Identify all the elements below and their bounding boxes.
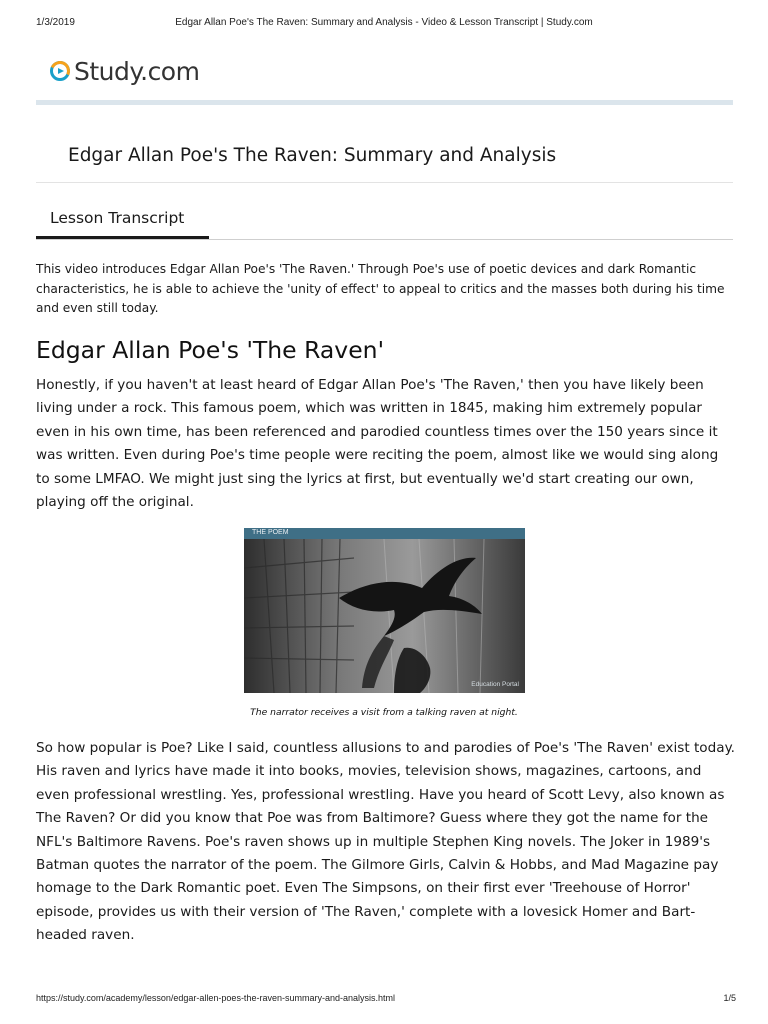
print-header bbox=[36, 17, 732, 31]
raven-video-still bbox=[244, 528, 525, 693]
study-com-logo[interactable] bbox=[50, 56, 199, 86]
figure-caption: The narrator receives a visit from a talking raven at night. bbox=[250, 707, 518, 718]
title-divider bbox=[36, 182, 733, 183]
print-footer bbox=[36, 993, 736, 1007]
figure-label: THE POEM bbox=[252, 529, 289, 536]
transcript-paragraph-1: Honestly, if you haven't at least heard of Edgar Allan Poe's 'The Raven,' then you have likely been living under a rock. This famous poem, which was written in 1845, making him extremely popular even in his own time, has been referenced and parodied countless times over the 150 years since it was written. Even during Poe's time people were reciting the poem, almost like we would sing along to some LMFAO. We might just sing the lyrics at first, but eventually we'd start creating our own, playing off the original. bbox=[36, 377, 719, 511]
tab-lesson-transcript[interactable]: Lesson Transcript bbox=[50, 209, 185, 227]
print-page-title: Edgar Allan Poe's The Raven: Summary and Analysis - Video & Lesson Transcript | Study.com bbox=[175, 17, 593, 28]
tab-divider bbox=[36, 239, 733, 240]
header-divider bbox=[36, 100, 733, 105]
print-url: https://study.com/academy/lesson/edgar-allen-poes-the-raven-summary-and-analysis.html bbox=[36, 993, 395, 1003]
print-page-number: 1/5 bbox=[723, 993, 736, 1003]
raven-illustration bbox=[244, 528, 525, 693]
section-heading: Edgar Allan Poe's 'The Raven' bbox=[36, 336, 385, 364]
lesson-intro: This video introduces Edgar Allan Poe's 'The Raven.' Through Poe's use of poetic devices and dark Romantic characteristics, he is able to achieve the 'unity of effect' to appeal to critics and the masses both during his time and even still today. bbox=[36, 262, 725, 315]
transcript-paragraph-2: So how popular is Poe? Like I said, countless allusions to and parodies of Poe's 'The Raven' exist today. His raven and lyrics have made it into books, movies, television shows, magazines, cartoons, and even professional wrestling. Yes, professional wrestling. Have you heard of Scott Levy, also known as The Raven? Or did you know that Poe was from Baltimore? Guess where they got the name for the NFL's Baltimore Ravens. Poe's raven shows up in multiple Stephen King novels. The Joker in 1989's Batman quotes the narrator of the poem. The Gilmore Girls, Calvin & Hobbs, and Mad Magazine pay homage to the Dark Romantic poet. Even The Simpsons, on their first ever 'Treehouse of Horror' episode, provides us with their version of 'The Raven,' complete with a lovesick Homer and Bart-headed raven. bbox=[36, 740, 736, 944]
play-circle-logo-icon bbox=[50, 61, 70, 81]
lesson-title: Edgar Allan Poe's The Raven: Summary and Analysis bbox=[68, 145, 557, 166]
figure-watermark: Education Portal bbox=[471, 681, 519, 688]
print-date: 1/3/2019 bbox=[36, 17, 75, 28]
logo-text: Study.com bbox=[74, 56, 200, 86]
